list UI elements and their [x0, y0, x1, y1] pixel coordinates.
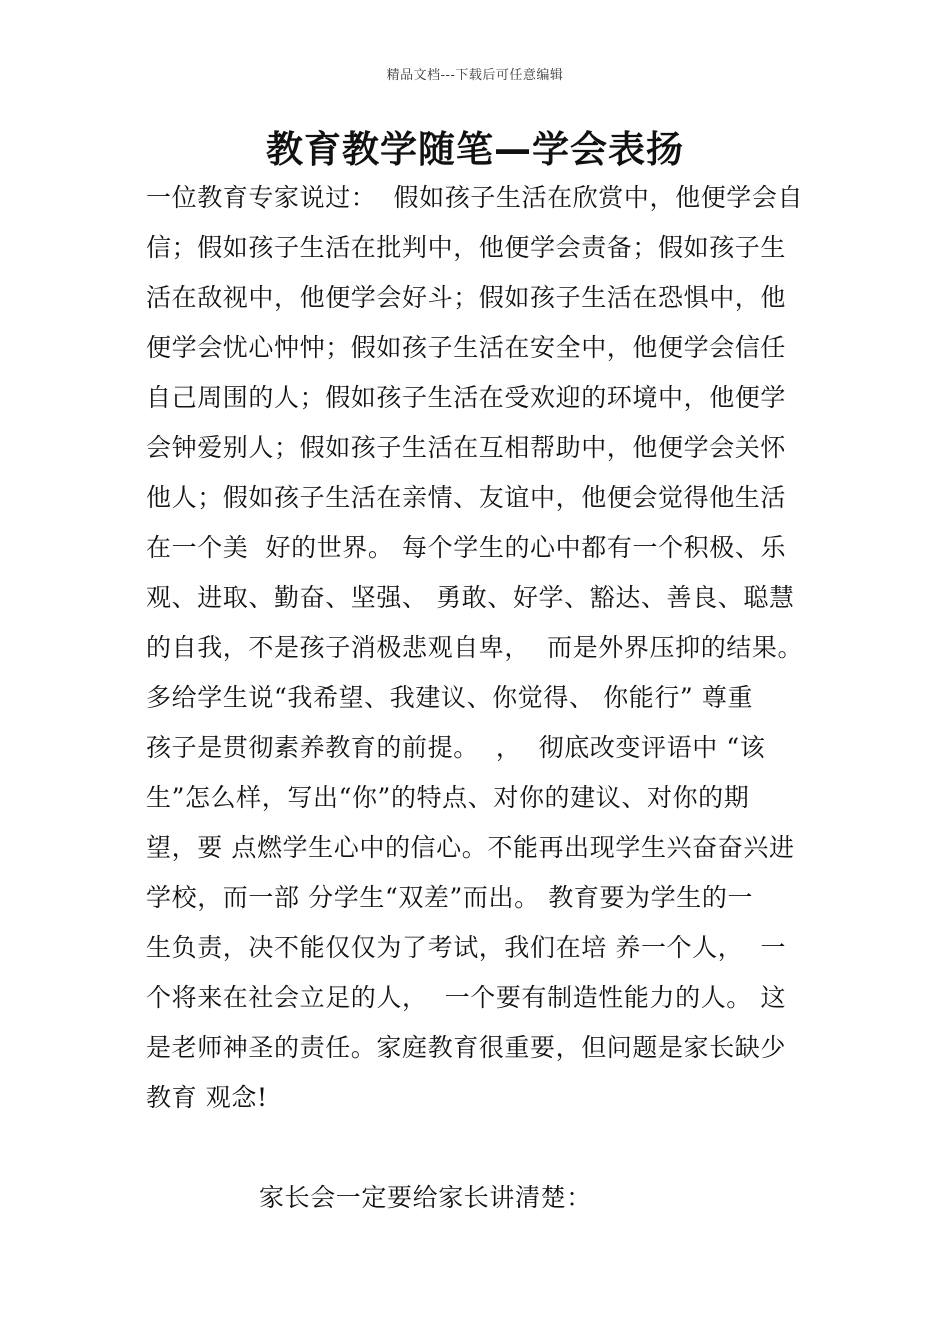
paragraph-line: 会钟爱别人；假如孩子生活在互相帮助中，他便学会关怀	[146, 433, 787, 462]
paragraph-line: 他人；假如孩子生活在亲情、友谊中，他便会觉得他生活	[146, 483, 787, 512]
body-paragraph	[146, 173, 810, 1123]
paragraph-line: 信；假如孩子生活在批判中，他便学会责备；假如孩子生	[146, 233, 787, 262]
paragraph-line: 是老师神圣的责任。家庭教育很重要，但问题是家长缺少	[146, 1033, 787, 1062]
paragraph-line: 活在敌视中，他便学会好斗；假如孩子生活在恐惧中，他	[146, 283, 787, 312]
paragraph-line: 多给学生说“我希望、我建议、你觉得、 你能行” 尊重	[146, 683, 754, 712]
paragraph-line: 望，要 点燃学生心中的信心。不能再出现学生兴奋奋兴进	[146, 833, 795, 862]
document-title: 教育教学随笔—学会表扬	[266, 128, 684, 171]
section-subheading: 家长会一定要给家长讲清楚：	[259, 1183, 592, 1212]
paragraph-line: 观、进取、勤奋、坚强、 勇敢、好学、豁达、善良、聪慧	[146, 583, 795, 612]
paragraph-line: 在一个美 好的世界。 每个学生的心中都有一个积极、乐	[146, 533, 787, 562]
paragraph-line: 个将来在社会立足的人， 一个要有制造性能力的人。 这	[146, 983, 787, 1012]
paragraph-line: 教育 观念!	[146, 1083, 268, 1112]
paragraph-line: 生”怎么样，写出“你”的特点、对你的建议、对你的期	[146, 783, 750, 812]
paragraph-line: 孩子是贯彻素养教育的前提。 ， 彻底改变评语中 “该	[146, 733, 766, 762]
paragraph-line: 学校，而一部 分学生“双差”而出。 教育要为学生的一	[146, 883, 754, 912]
paragraph-line: 生负责，决不能仅仅为了考试，我们在培 养一个人， 一	[146, 933, 787, 962]
paragraph-line: 一位教育专家说过： 假如孩子生活在欣赏中，他便学会自	[146, 183, 804, 212]
paragraph-line: 的自我，不是孩子消极悲观自卑， 而是外界压抑的结果。	[146, 633, 804, 662]
header-note: 精品文档---下载后可任意编辑	[386, 68, 564, 83]
paragraph-line: 便学会忧心忡忡；假如孩子生活在安全中，他便学会信任	[146, 333, 787, 362]
paragraph-line: 自己周围的人；假如孩子生活在受欢迎的环境中，他便学	[146, 383, 787, 412]
